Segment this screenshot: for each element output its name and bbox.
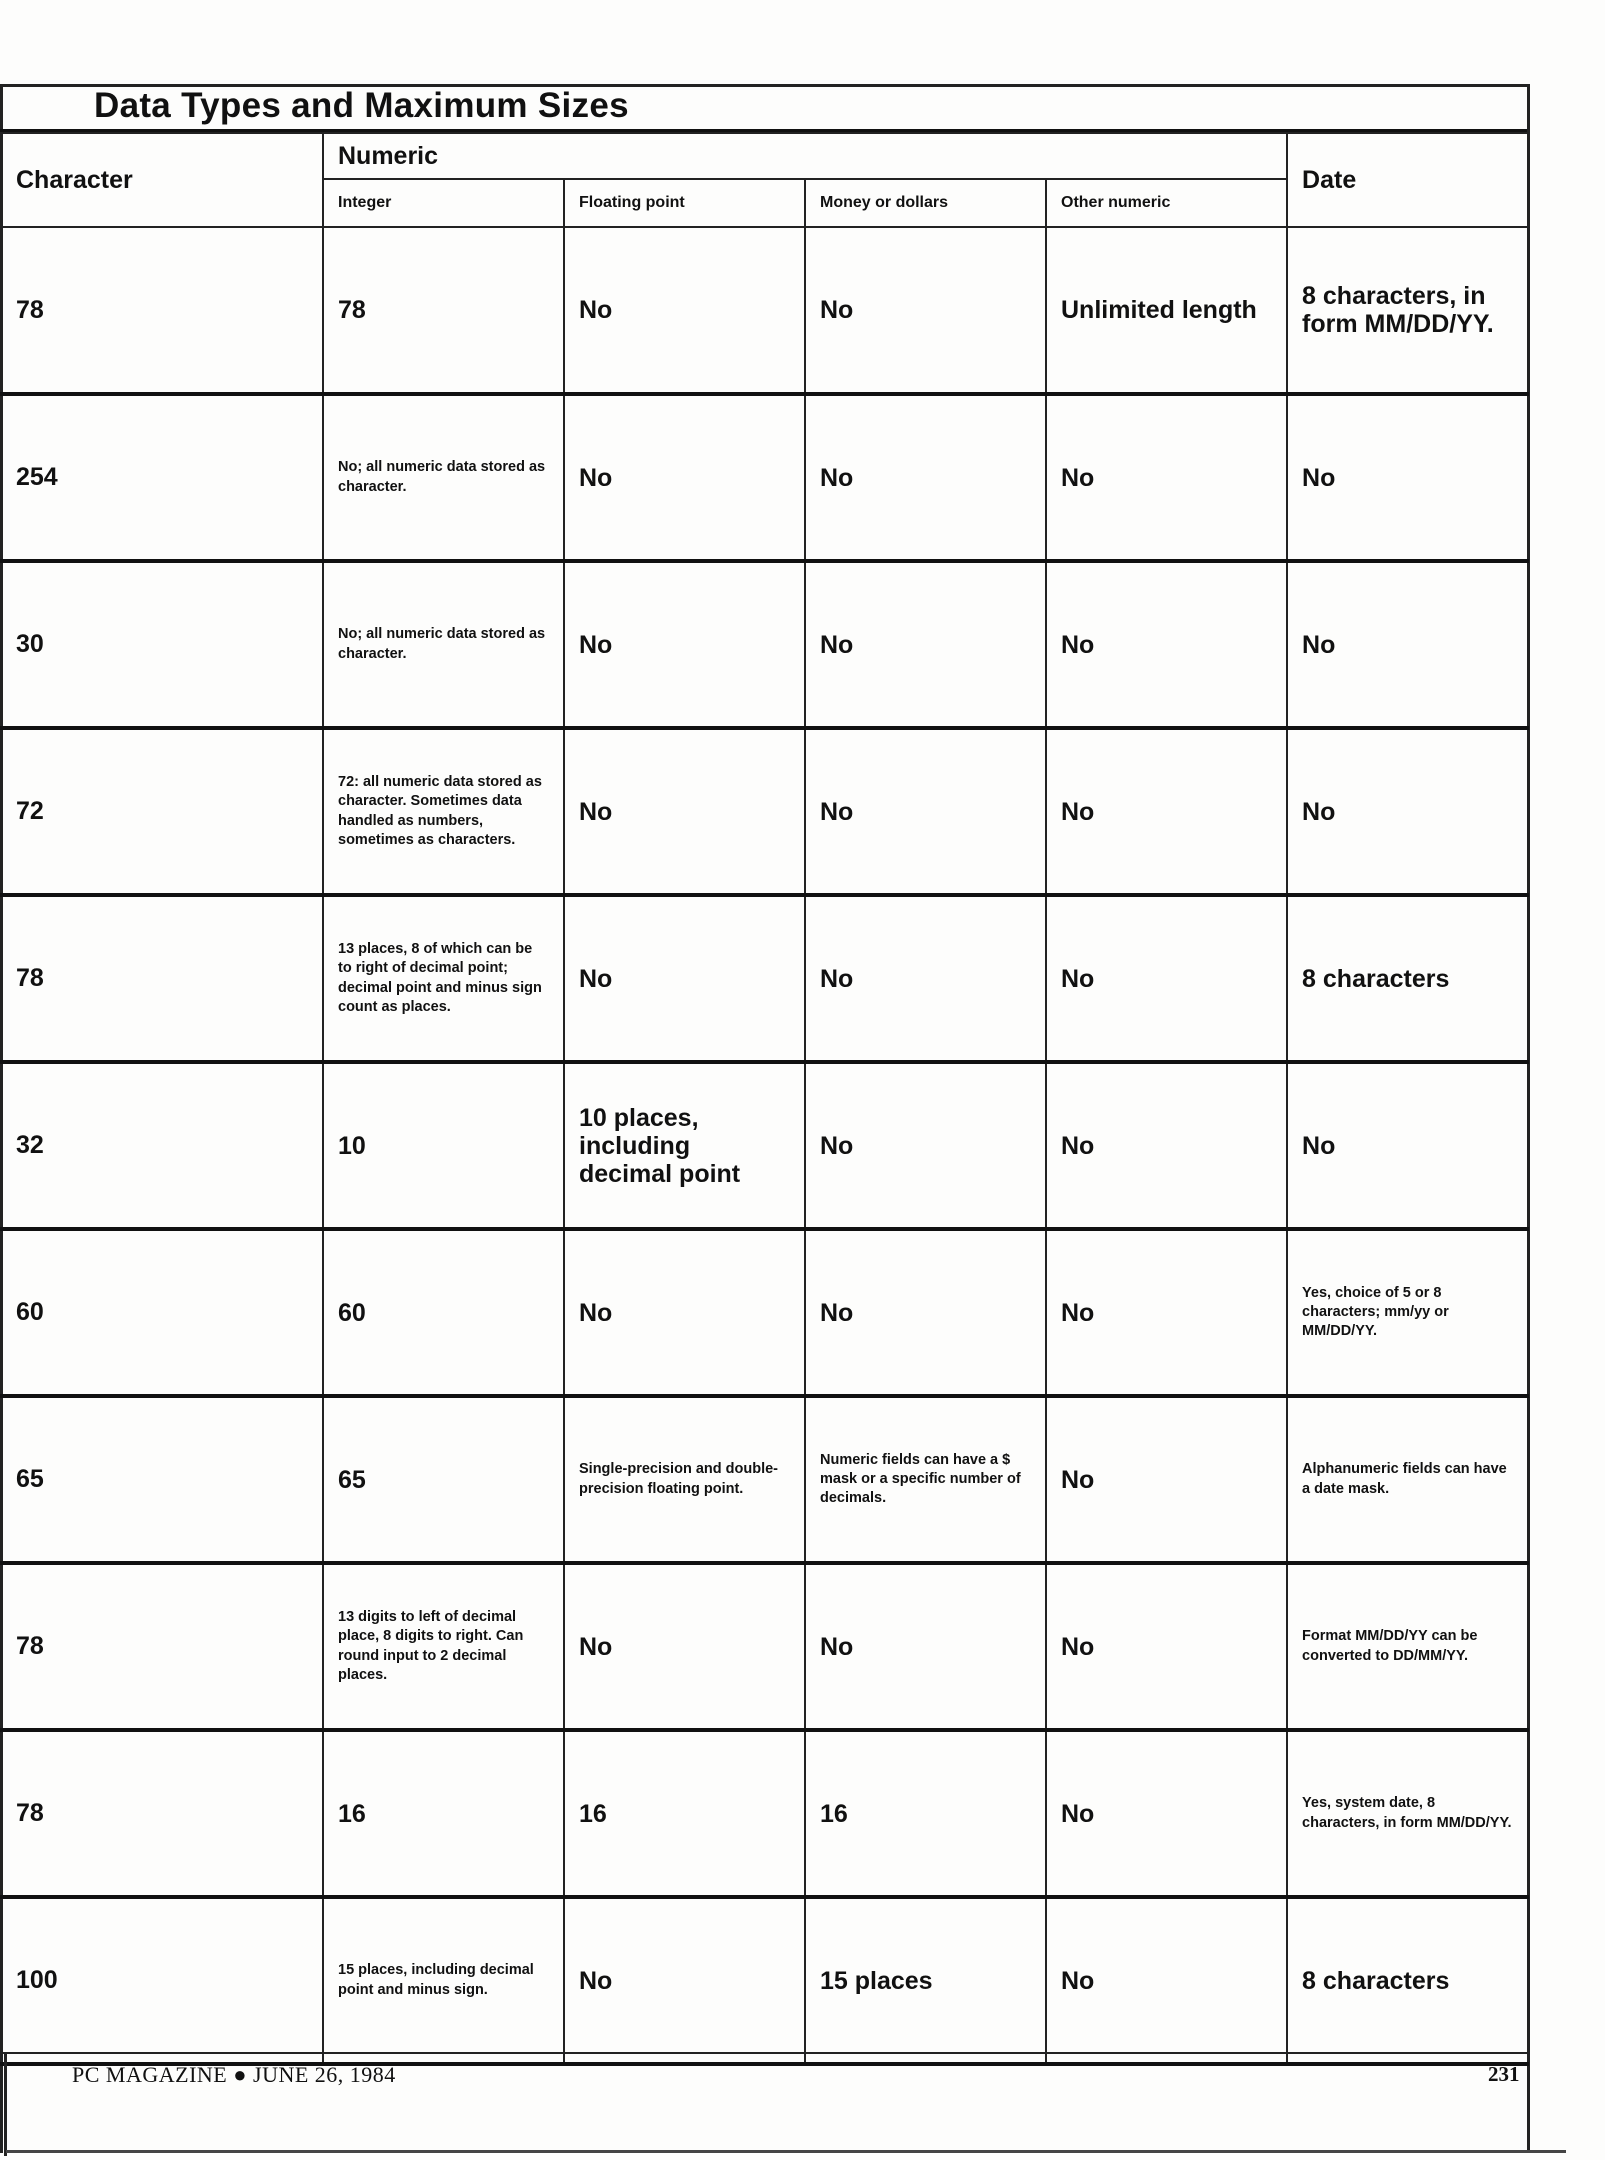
header-money: Money or dollars [805,179,1046,227]
cell-date: No [1287,561,1528,728]
cell-floating-point: 16 [564,1730,805,1897]
cell-character: 65 [1,1396,323,1563]
cell-character: 60 [1,1229,323,1396]
cell-integer: 13 places, 8 of which can be to right of decimal point; decimal point and minus sign count as places. [323,895,564,1062]
cell-integer: No; all numeric data stored as character. [323,561,564,728]
header-other-numeric: Other numeric [1046,179,1287,227]
table-title: Data Types and Maximum Sizes [94,86,629,125]
table-row [1,561,1528,728]
left-rule [4,2052,7,2156]
cell-character: 72 [1,728,323,895]
cell-money: No [805,1229,1046,1396]
cell-floating-point: No [564,728,805,895]
header-row-main [1,133,1528,179]
header-integer: Integer [323,179,564,227]
cell-integer: No; all numeric data stored as character. [323,394,564,561]
cell-floating-point: No [564,561,805,728]
cell-integer: 72: all numeric data stored as character. Sometimes data handled as numbers, sometimes as characters. [323,728,564,895]
cell-other-numeric: No [1046,728,1287,895]
bottom-rule [0,2052,1527,2054]
cell-other-numeric: No [1046,1062,1287,1229]
cell-date: 8 characters [1287,895,1528,1062]
cell-date: Yes, choice of 5 or 8 characters; mm/yy or MM/DD/YY. [1287,1229,1528,1396]
cell-integer: 78 [323,227,564,394]
cell-other-numeric: No [1046,1563,1287,1730]
cell-other-numeric: No [1046,1897,1287,2064]
cell-money: No [805,895,1046,1062]
cell-integer: 16 [323,1730,564,1897]
cell-integer: 13 digits to left of decimal place, 8 digits to right. Can round input to 2 decimal places. [323,1563,564,1730]
cell-floating-point: No [564,227,805,394]
cell-date: Yes, system date, 8 characters, in form MM/DD/YY. [1287,1730,1528,1897]
cell-money: 15 places [805,1897,1046,2064]
base-rule [6,2150,1566,2153]
cell-floating-point: No [564,1897,805,2064]
header-floating-point: Floating point [564,179,805,227]
cell-floating-point: No [564,1229,805,1396]
cell-other-numeric: No [1046,1396,1287,1563]
cell-money: No [805,728,1046,895]
cell-other-numeric: No [1046,895,1287,1062]
data-types-table [0,132,1529,2066]
cell-character: 100 [1,1897,323,2064]
title-bar [0,84,1527,132]
table-row [1,1229,1528,1396]
header-date: Date [1287,133,1528,227]
footer-page-number: 231 [1488,2062,1520,2086]
cell-money: No [805,394,1046,561]
cell-floating-point: Single-precision and double-precision floating point. [564,1396,805,1563]
table-row [1,1897,1528,2064]
cell-other-numeric: No [1046,394,1287,561]
cell-character: 78 [1,895,323,1062]
cell-date: Format MM/DD/YY can be converted to DD/MM/YY. [1287,1563,1528,1730]
header-character: Character [1,133,323,227]
cell-date: No [1287,394,1528,561]
table-row [1,1730,1528,1897]
table-row [1,1062,1528,1229]
cell-character: 32 [1,1062,323,1229]
cell-floating-point: No [564,895,805,1062]
cell-character: 78 [1,1730,323,1897]
cell-character: 30 [1,561,323,728]
cell-date: 8 characters [1287,1897,1528,2064]
footer-publication: PC MAGAZINE ● JUNE 26, 1984 [72,2062,396,2087]
table-row [1,895,1528,1062]
header-numeric: Numeric [323,133,1287,179]
cell-character: 78 [1,1563,323,1730]
cell-integer: 10 [323,1062,564,1229]
cell-integer: 15 places, including decimal point and minus sign. [323,1897,564,2064]
cell-money: No [805,1563,1046,1730]
table-row [1,227,1528,394]
cell-character: 78 [1,227,323,394]
cell-money: 16 [805,1730,1046,1897]
cell-floating-point: 10 places, including decimal point [564,1062,805,1229]
table-row [1,1563,1528,1730]
cell-date: No [1287,728,1528,895]
cell-money: Numeric fields can have a $ mask or a specific number of decimals. [805,1396,1046,1563]
table-row [1,728,1528,895]
cell-money: No [805,227,1046,394]
cell-integer: 65 [323,1396,564,1563]
cell-other-numeric: No [1046,1229,1287,1396]
cell-integer: 60 [323,1229,564,1396]
cell-money: No [805,1062,1046,1229]
cell-date: Alphanumeric fields can have a date mask. [1287,1396,1528,1563]
table-row [1,1396,1528,1563]
cell-money: No [805,561,1046,728]
cell-other-numeric: Unlimited length [1046,227,1287,394]
cell-other-numeric: No [1046,1730,1287,1897]
cell-other-numeric: No [1046,561,1287,728]
cell-date: No [1287,1062,1528,1229]
table-row [1,394,1528,561]
table-body [1,227,1528,2064]
cell-date: 8 characters, in form MM/DD/YY. [1287,227,1528,394]
cell-floating-point: No [564,394,805,561]
cell-character: 254 [1,394,323,561]
cell-floating-point: No [564,1563,805,1730]
